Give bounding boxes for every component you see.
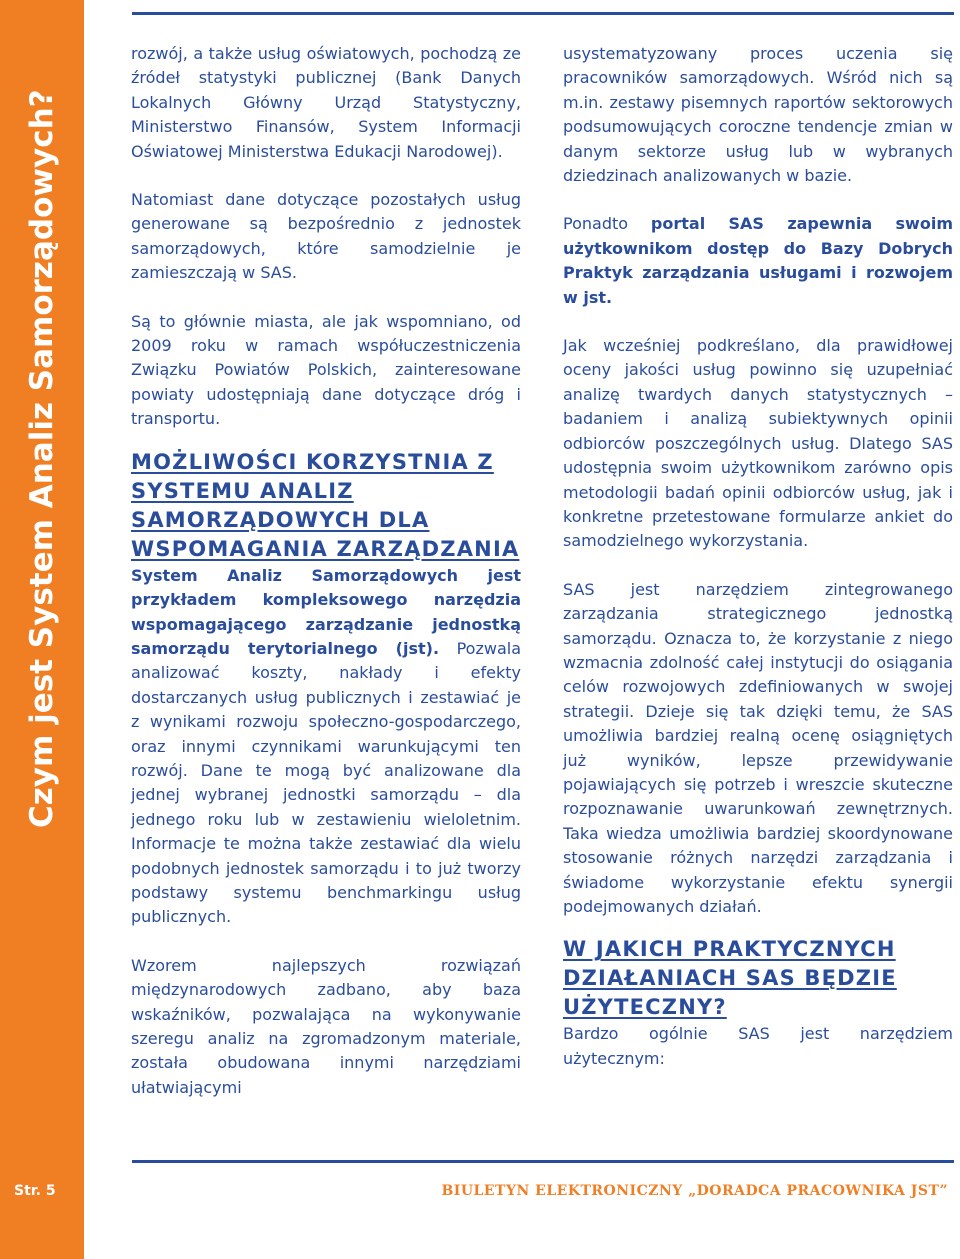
paragraph: SAS jest narzędziem zintegrowanego zarządzania strategicznego jednostką samorządu. Oznacza to, że korzystanie z niego wzmacnia zdolność całej instytucji do osiągania celów rozwojowych zdefiniowanych w swojej strategii. Dzieje się tak dzięki temu, że SAS umożliwia bardziej realną ocenę osiągniętych już wyników, lepsze przewidywanie pojawiających się potrzeb i wreszcie skuteczne rozpoznawanie uwarunkowań zewnętrznych. Taka wiedza umożliwia bardziej skoordynowane stosowanie różnych narzędzi zarządzania i świadome wykorzystanie efektu synergii podejmowanych działań.	[563, 579, 953, 916]
section-heading: W JAKICH PRAKTYCZNYCH DZIAŁANIACH SAS BĘDZIE UŻYTECZNY?	[563, 937, 897, 1020]
bold-lead: System Analiz Samorządowych jest przykładem kompleksowego narzędzia wspomagającego zarządzanie jednostką samorządu terytorialnego (jst).	[131, 565, 521, 658]
paragraph: Wzorem najlepszych rozwiązań międzynarodowych zadbano, aby baza wskaźników, pozwalająca na wykonywanie szeregu analiz na zgromadzonym materiale, została obudowana innymi narzędziami ułatwiającymi	[131, 955, 521, 1097]
paragraph: usystematyzowany proces uczenia się pracowników samorządowych. Wśród nich są m.in. zestawy pisemnych raportów sektorowych podsumowujących coroczne tendencje zmian w danym sektorze usług lub w wybranych dziedzinach analizowanych w bazie.	[563, 44, 953, 186]
paragraph	[563, 212, 953, 310]
paragraph-text: Pozwala analizować koszty, nakłady i efekty dostarczanych usług publicznych i zestawiać je z wynikami rozwoju społeczno-gospodarczego, oraz innymi czynnikami warunkującymi ten rozwój. Dane te mogą być analizowane dla jednej wybranej jednostki samorządu – dla jednego roku lub w zestawieniu wieloletnim. Informacje te można także zestawiać dla wielu podobnych jednostek samorządu i to już tworzy podstawy systemu benchmarkingu usług publicznych.	[131, 638, 521, 927]
paragraph-text: Ponadto	[563, 214, 651, 234]
section-heading: MOŻLIWOŚCI KORZYSTNIA Z SYSTEMU ANALIZ SAMORZĄDOWYCH DLA WSPOMAGANIA ZARZĄDZANIA	[131, 449, 520, 561]
top-rule	[132, 12, 954, 15]
right-column	[563, 42, 953, 1095]
paragraph: rozwój, a także usług oświatowych, pochodzą ze źródeł statystyki publicznej (Bank Danych Lokalnych Główny Urząd Statystyczny, Ministerstwo Finansów, System Informacji Oświatowej Ministerstwa Edukacji Narodowej).	[131, 44, 521, 161]
paragraph: Są to głównie miasta, ale jak wspomniano, od 2009 roku w ramach współuczestniczenia Związku Powiatów Polskich, zainteresowane powiaty udostępniają dane dotyczące dróg i transportu.	[131, 311, 521, 429]
sidebar-title: Czym jest System Analiz Samorządowych?	[24, 89, 60, 828]
bottom-rule	[132, 1160, 954, 1163]
paragraph: Natomiast dane dotyczące pozostałych usług generowane są bezpośrednio z jednostek samorządowych, które samodzielnie je zamieszczają w SAS.	[131, 190, 521, 283]
paragraph	[131, 564, 521, 930]
page-number: Str. 5	[14, 1183, 56, 1199]
paragraph: Bardzo ogólnie SAS jest narzędziem użytecznym:	[563, 1024, 953, 1068]
paragraph: Jak wcześniej podkreślano, dla prawidłowej oceny jakości usług powinno się uzupełniać analizę twardych danych statystycznych – badaniem i analizą subiektywnych opinii odbiorców poszczególnych usług. Dlatego SAS udostępnia swoim użytkownikom zarówno opis metodologii badań opinii odbiorców usług, jak i konkretne przetestowane formularze ankiet do samodzielnego wykorzystania.	[563, 336, 953, 551]
footer-publication-title: BIULETYN ELEKTRONICZNY „DORADCA PRACOWNIKA JST”	[441, 1183, 948, 1199]
left-column	[131, 42, 521, 1124]
bold-highlight: portal SAS zapewnia swoim użytkownikom dostęp do Bazy Dobrych Praktyk zarządzania usługami i rozwojem w jst.	[563, 214, 953, 307]
